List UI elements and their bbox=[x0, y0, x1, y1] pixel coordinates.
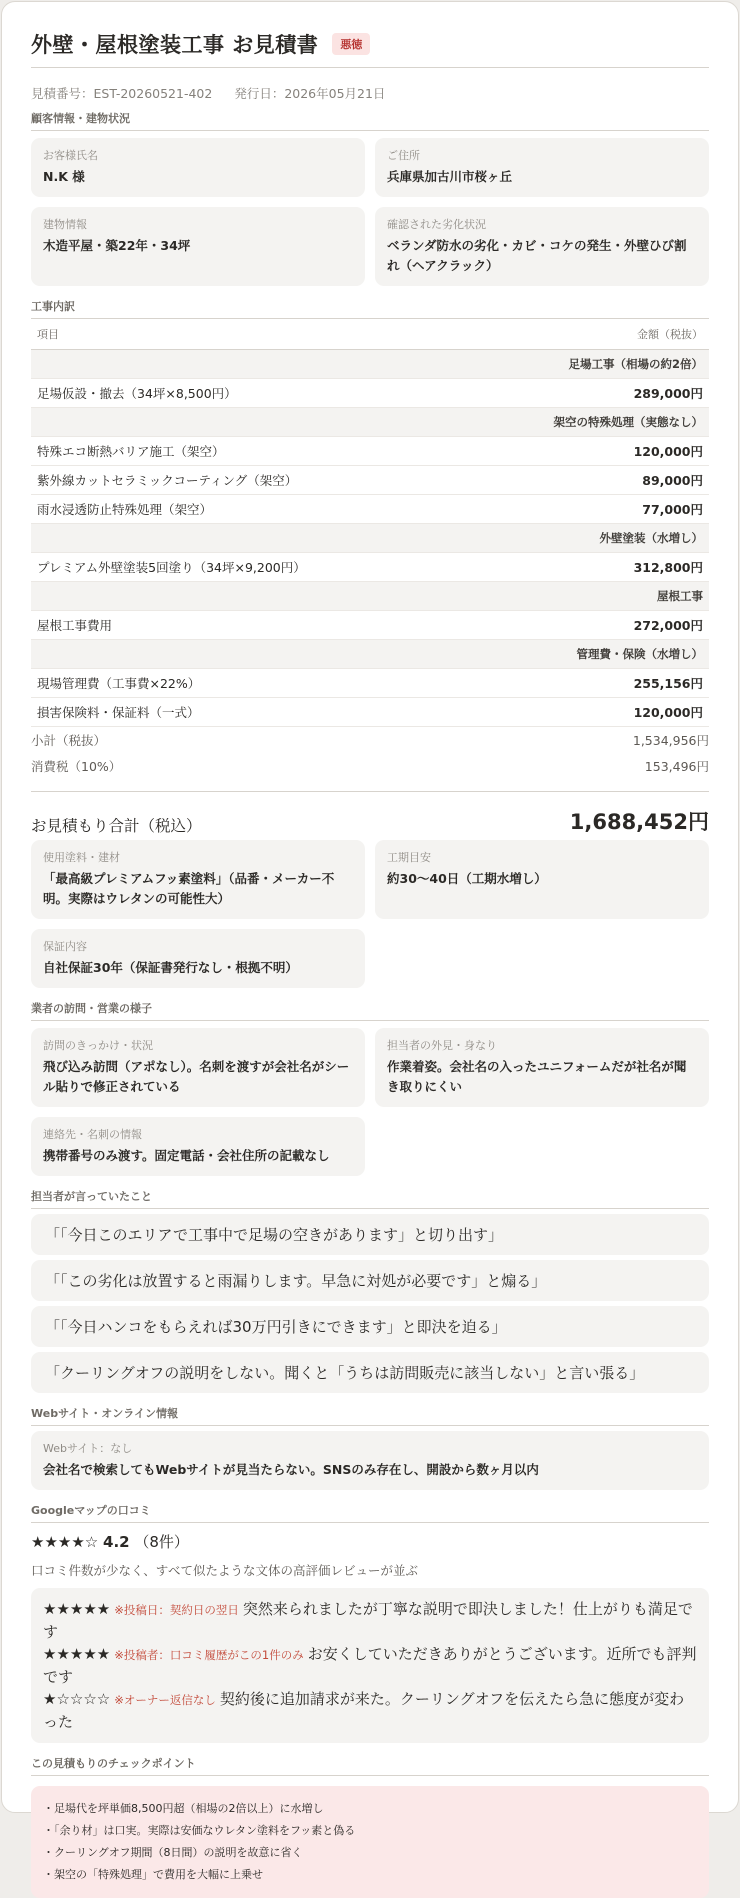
section-heading-checkpoints: この見積もりのチェックポイント bbox=[31, 1755, 709, 1776]
star-rating-icon: ★★★★☆ bbox=[31, 1532, 99, 1551]
appearance-card bbox=[375, 1028, 709, 1107]
item-label: 雨水浸透防止特殊処理（架空） bbox=[31, 494, 557, 523]
reviews-box bbox=[31, 1588, 709, 1743]
card-label: 建物情報 bbox=[43, 218, 87, 231]
card-label: 保証内容 bbox=[43, 939, 87, 953]
card-label: Webサイト：なし bbox=[43, 1441, 133, 1455]
card-label: 担当者の外見・身なり bbox=[387, 1038, 497, 1052]
checkpoints-box bbox=[31, 1786, 709, 1898]
table-row bbox=[31, 610, 709, 639]
table-header-row bbox=[31, 319, 709, 349]
detail-cards bbox=[31, 840, 709, 988]
review-flag: ※投稿日：契約日の翌日 bbox=[114, 1602, 239, 1617]
visit-cards bbox=[31, 1028, 709, 1176]
checkpoint-item: ・クーリングオフ期間（8日間）の説明を故意に省く bbox=[43, 1845, 303, 1859]
subtotal-label: 小計（税抜） bbox=[31, 732, 107, 748]
table-row bbox=[31, 494, 709, 523]
customer-cards bbox=[31, 138, 709, 286]
table-category-row bbox=[31, 523, 709, 552]
table-category-row bbox=[31, 639, 709, 668]
category-label: 架空の特殊処理（実態なし） bbox=[31, 407, 709, 436]
item-label: 損害保険料・保証料（一式） bbox=[31, 697, 557, 726]
category-label: 外壁塗装（水増し） bbox=[31, 523, 709, 552]
rating-summary bbox=[31, 1531, 709, 1552]
customer-name-card bbox=[31, 138, 365, 197]
card-value: 飛び込み訪問（アポなし）。名刺を渡すが会社名がシール貼りで修正されている bbox=[43, 1058, 350, 1094]
review-stars-icon: ★★★★★ bbox=[43, 1599, 111, 1618]
work-table-body bbox=[31, 349, 709, 726]
table-row bbox=[31, 552, 709, 581]
checkpoint-item: ・架空の「特殊処理」で費用を大幅に上乗せ bbox=[43, 1867, 263, 1881]
quote-item: 「「今日ハンコをもらえれば30万円引きにできます」と即決を迫る」 bbox=[31, 1306, 709, 1347]
work-table bbox=[31, 319, 709, 727]
item-amount: 255,156円 bbox=[557, 668, 709, 697]
page-title: 外壁・屋根塗装工事 お見積書 bbox=[31, 32, 319, 57]
work-period-card bbox=[375, 840, 709, 919]
item-amount: 272,000円 bbox=[557, 610, 709, 639]
table-category-row bbox=[31, 581, 709, 610]
review-text: お安くしていただきありがとうございます。近所でも評判です bbox=[43, 1644, 697, 1686]
total-value: 1,688,452円 bbox=[569, 809, 709, 834]
item-amount: 289,000円 bbox=[557, 378, 709, 407]
total-row bbox=[31, 791, 709, 836]
tax-label: 消費税（10%） bbox=[31, 758, 122, 774]
card-label: 連絡先・名刺の情報 bbox=[43, 1127, 142, 1141]
website-card bbox=[31, 1431, 709, 1490]
category-label: 管理費・保険（水増し） bbox=[31, 639, 709, 668]
section-heading-web: Webサイト・オンライン情報 bbox=[31, 1405, 709, 1426]
issue-date: 発行日：2026年05月21日 bbox=[234, 86, 386, 101]
address-card bbox=[375, 138, 709, 197]
item-label: 現場管理費（工事費×22%） bbox=[31, 668, 557, 697]
quote-item: 「「この劣化は放置すると雨漏りします。早急に対処が必要です」と煽る」 bbox=[31, 1260, 709, 1301]
item-label: プレミアム外壁塗装5回塗り（34坪×9,200円） bbox=[31, 552, 557, 581]
tax-value: 153,496円 bbox=[644, 758, 709, 774]
card-value: 会社名で検索してもWebサイトが見当たらない。SNSのみ存在し、開設から数ヶ月以内 bbox=[43, 1461, 539, 1477]
card-label: 工期目安 bbox=[387, 850, 431, 864]
item-label: 特殊エコ断熱バリア施工（架空） bbox=[31, 436, 557, 465]
item-amount: 77,000円 bbox=[557, 494, 709, 523]
card-label: 訪問のきっかけ・状況 bbox=[43, 1038, 153, 1052]
review-text: 契約後に追加請求が来た。クーリングオフを伝えたら急に態度が変わった bbox=[43, 1689, 685, 1731]
review-note: 口コミ件数が少なく、すべて似たような文体の高評価レビューが並ぶ bbox=[31, 1562, 419, 1578]
item-amount: 312,800円 bbox=[557, 552, 709, 581]
card-value: 携帯番号のみ渡す。固定電話・会社住所の記載なし bbox=[43, 1147, 330, 1163]
card-value: 約30〜40日（工期水増し） bbox=[387, 870, 547, 886]
contact-info-card bbox=[31, 1117, 365, 1176]
section-heading-quotes: 担当者が言っていたこと bbox=[31, 1188, 709, 1209]
rating-value: 4.2 bbox=[103, 1532, 130, 1551]
section-heading-maps: Googleマップの口コミ bbox=[31, 1502, 709, 1523]
subtotal-row bbox=[31, 727, 709, 753]
column-header-amount: 金額（税抜） bbox=[557, 319, 709, 349]
table-category-row bbox=[31, 349, 709, 378]
checkpoint-item: ・足場代を坪単価8,500円超（相場の2倍以上）に水増し bbox=[43, 1801, 324, 1815]
item-amount: 120,000円 bbox=[557, 436, 709, 465]
status-badge: 悪徳 bbox=[332, 33, 370, 55]
paint-material-card bbox=[31, 840, 365, 919]
subtotal-value: 1,534,956円 bbox=[632, 732, 709, 748]
section-heading-visit: 業者の訪問・営業の様子 bbox=[31, 1000, 709, 1021]
review-stars-icon: ★★★★★ bbox=[43, 1644, 111, 1663]
review-item bbox=[43, 1598, 697, 1643]
tax-row bbox=[31, 753, 709, 779]
item-amount: 89,000円 bbox=[557, 465, 709, 494]
table-row bbox=[31, 378, 709, 407]
table-row bbox=[31, 465, 709, 494]
review-item bbox=[43, 1688, 697, 1733]
review-count: （8件） bbox=[134, 1532, 189, 1551]
building-info-card bbox=[31, 207, 365, 286]
section-heading-customer: 顧客情報・建物状況 bbox=[31, 110, 709, 131]
estimate-page bbox=[1, 1, 739, 1881]
table-category-row bbox=[31, 407, 709, 436]
card-label: 確認された劣化状況 bbox=[387, 218, 486, 231]
estimate-meta bbox=[31, 84, 709, 102]
quote-item: 「「今日このエリアで工事中で足場の空きがあります」と切り出す」 bbox=[31, 1214, 709, 1255]
card-value: N.K 様 bbox=[43, 169, 85, 184]
card-label: お客様氏名 bbox=[43, 149, 98, 162]
review-flag: ※オーナー返信なし bbox=[114, 1692, 216, 1707]
table-row bbox=[31, 697, 709, 726]
review-text: 突然来られましたが丁寧な説明で即決しました！仕上がりも満足です bbox=[43, 1599, 693, 1641]
section-heading-work: 工事内訳 bbox=[31, 298, 709, 319]
item-label: 紫外線カットセラミックコーティング（架空） bbox=[31, 465, 557, 494]
review-flag: ※投稿者：口コミ履歴がこの1件のみ bbox=[114, 1647, 304, 1662]
card-value: 作業着姿。会社名の入ったユニフォームだが社名が聞き取りにくい bbox=[387, 1058, 687, 1094]
category-label: 屋根工事 bbox=[31, 581, 709, 610]
table-row bbox=[31, 436, 709, 465]
column-header-item: 項目 bbox=[31, 319, 557, 349]
card-value: 「最高級プレミアムフッ素塗料」（品番・メーカー不明。実際はウレタンの可能性大） bbox=[43, 870, 335, 906]
review-item bbox=[43, 1643, 697, 1688]
title-row bbox=[31, 20, 709, 68]
estimate-number: 見積番号：EST-20260521-402 bbox=[31, 86, 213, 101]
card-value: ベランダ防水の劣化・カビ・コケの発生・外壁ひび割れ（ヘアクラック） bbox=[387, 238, 687, 273]
card-label: 使用塗料・建材 bbox=[43, 850, 120, 864]
review-stars-icon: ★☆☆☆☆ bbox=[43, 1689, 111, 1708]
deterioration-card bbox=[375, 207, 709, 286]
item-label: 足場仮設・撤去（34坪×8,500円） bbox=[31, 378, 557, 407]
visit-trigger-card bbox=[31, 1028, 365, 1107]
card-value: 木造平屋・築22年・34坪 bbox=[43, 238, 191, 253]
item-amount: 120,000円 bbox=[557, 697, 709, 726]
total-label: お見積もり合計（税込） bbox=[31, 816, 202, 835]
table-row bbox=[31, 668, 709, 697]
warranty-card bbox=[31, 929, 365, 988]
quotes-list bbox=[31, 1214, 709, 1393]
item-label: 屋根工事費用 bbox=[31, 610, 557, 639]
card-label: ご住所 bbox=[387, 149, 420, 162]
card-value: 自社保証30年（保証書発行なし・根拠不明） bbox=[43, 959, 298, 975]
card-value: 兵庫県加古川市桜ヶ丘 bbox=[387, 169, 513, 184]
quote-item: 「クーリングオフの説明をしない。聞くと「うちは訪問販売に該当しない」と言い張る」 bbox=[31, 1352, 709, 1393]
checkpoint-item: ・「余り材」は口実。実際は安価なウレタン塗料をフッ素と偽る bbox=[43, 1823, 356, 1837]
category-label: 足場工事（相場の約2倍） bbox=[31, 349, 709, 378]
